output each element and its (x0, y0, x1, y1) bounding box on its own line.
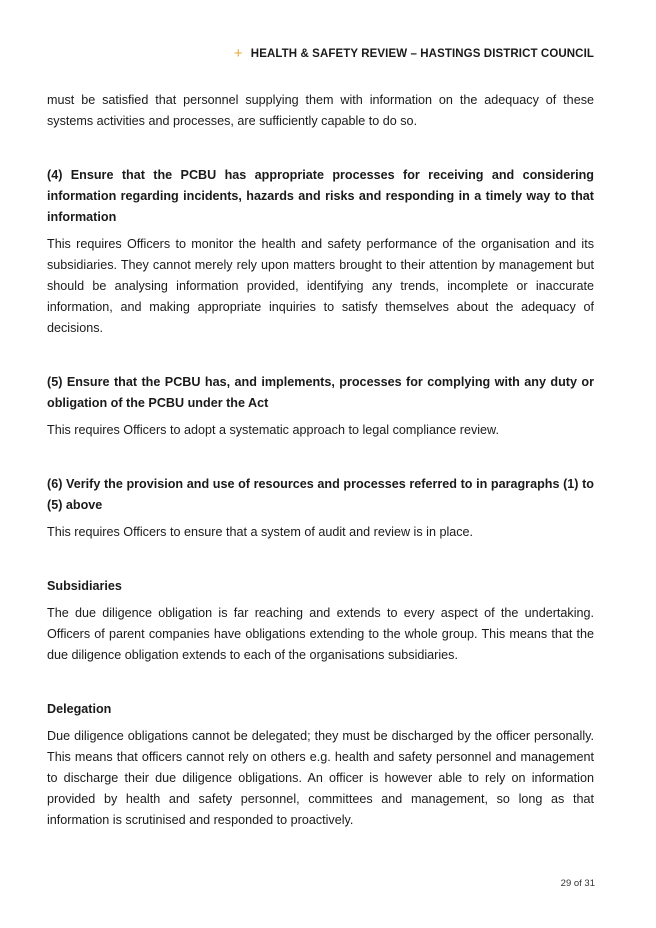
subsidiaries-heading: Subsidiaries (47, 579, 122, 593)
document-body (47, 90, 594, 831)
section-6-text: This requires Officers to ensure that a system of audit and review is in place. (47, 525, 474, 539)
page-number: 29 of 31 (560, 878, 595, 889)
section-4-text: This requires Officers to monitor the health and safety performance of the organisation and its subsidiaries. They cannot merely rely upon matters brought to their attention by management but should be analysing information provided, identifying any trends, incomplete or inaccurate information, and making appropriate inquiries to satisfy themselves about the adequacy of decisions. (47, 237, 594, 335)
intro-continuation-paragraph: must be satisfied that personnel supplying them with information on the adequacy of these systems activities and processes, are sufficiently capable to do so. (47, 93, 594, 128)
delegation-heading: Delegation (47, 702, 112, 716)
section-5-text: This requires Officers to adopt a systematic approach to legal compliance review. (47, 423, 499, 437)
delegation-text: Due diligence obligations cannot be delegated; they must be discharged by the officer personally. This means that officers cannot rely on others e.g. health and safety personnel and management to discharge their due diligence obligations. An officer is however able to rely on information provided by health and safety personnel, committees and management, so long as that information is scrutinised and responded to proactively. (47, 729, 594, 827)
section-5-heading: (5) Ensure that the PCBU has, and implements, processes for complying with any duty or obligation of the PCBU under the Act (47, 375, 594, 410)
subsidiaries-text: The due diligence obligation is far reaching and extends to every aspect of the undertaking. Officers of parent companies have obligations extending to the whole group. This means that the due diligence obligation extends to each of the organisations subsidiaries. (47, 606, 594, 662)
plus-icon: + (233, 45, 243, 62)
section-6-heading: (6) Verify the provision and use of resources and processes referred to in paragraphs (1) to (5) above (47, 477, 594, 512)
section-4-heading: (4) Ensure that the PCBU has appropriate processes for receiving and considering information regarding incidents, hazards and risks and responding in a timely way to that information (47, 168, 594, 224)
page-header (234, 46, 594, 61)
header-title: HEALTH & SAFETY REVIEW – HASTINGS DISTRICT COUNCIL (250, 47, 594, 60)
